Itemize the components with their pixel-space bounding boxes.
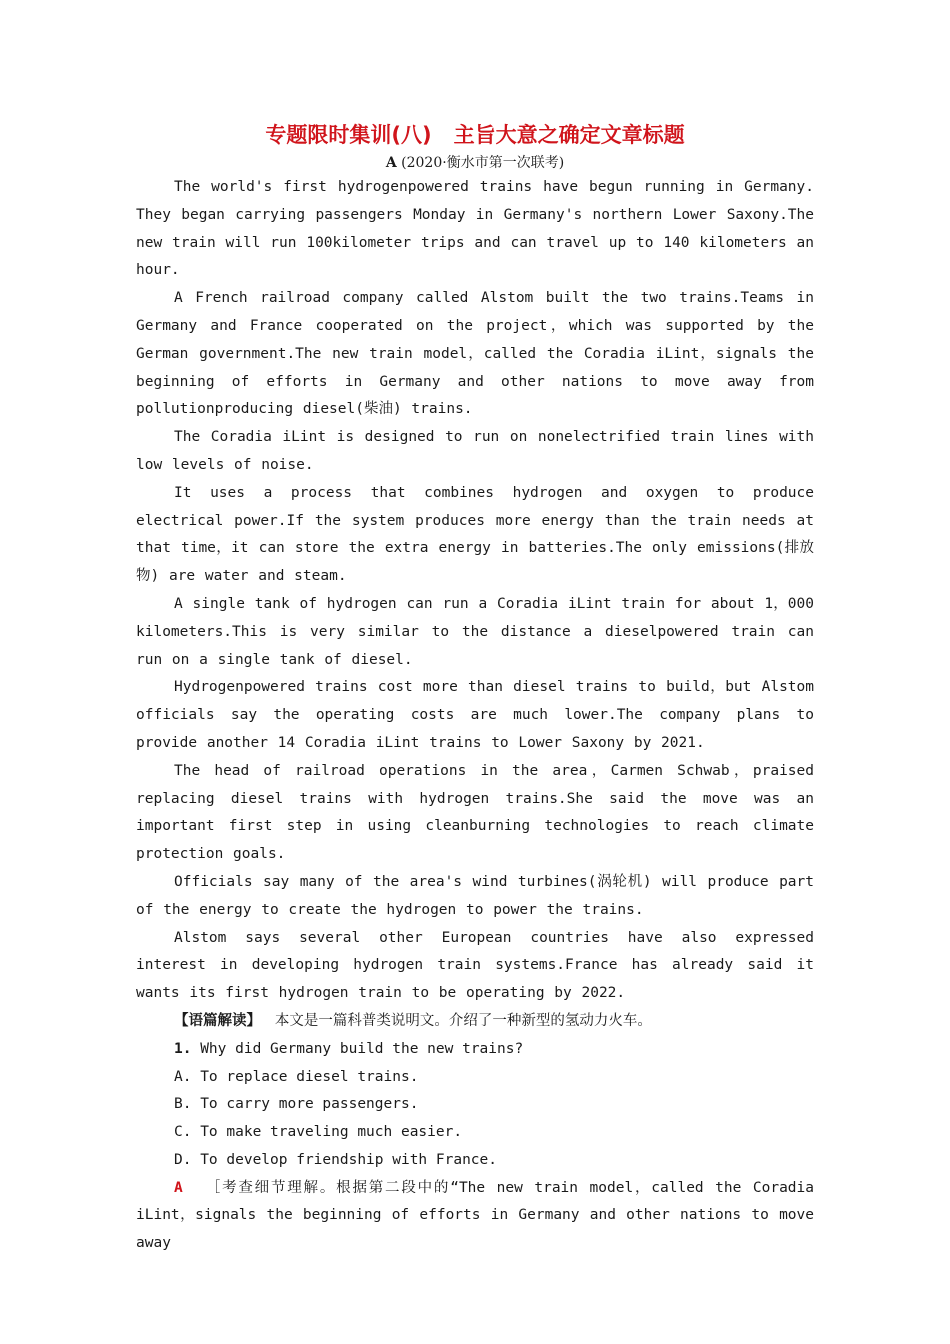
question-1-text: Why did Germany build the new trains?	[200, 1040, 524, 1057]
title-part-1: 专题限时集训(八)	[265, 123, 432, 147]
question-1-option-d: D. To develop friendship with France.	[174, 1151, 498, 1168]
document-page	[136, 118, 814, 1258]
section-source: (2020·衡水市第一次联考)	[401, 155, 565, 171]
section-label: A	[385, 155, 397, 171]
title-part-2: 主旨大意之确定文章标题	[453, 123, 685, 147]
passage-paragraph-6: Hydrogenpowered trains cost more than diesel trains to build，but Alstom officials say the operating costs are much lower.The company plans to provide another 14 Coradia iLint trains to Lower Saxony by 2021.	[136, 679, 814, 751]
analysis-line	[136, 1008, 814, 1036]
question-1-option-b: B. To carry more passengers.	[174, 1096, 419, 1113]
passage-paragraph-1: The world's first hydrogenpowered trains have begun running in Germany. They began carrying passengers Monday in Germany's northern Lower Saxony.The new train will run 100kilometer trips and can travel up to 140 kilometers an hour.	[136, 179, 814, 279]
analysis-text: 本文是一篇科普类说明文。介绍了一种新型的氢动力火车。	[274, 1012, 652, 1029]
passage-paragraph-9: Alstom says several other European countries have also expressed interest in developing hydrogen train systems.France has already said it wants its first hydrogen train to be operating by 2022.	[136, 929, 814, 1002]
document-title	[136, 118, 814, 152]
passage-paragraph-7: The head of railroad operations in the area，Carmen Schwab，praised replacing diesel trains with hydrogen trains.She said the move was an important first step in using cleanburning technologies to reach climate protection goals.	[136, 762, 814, 863]
analysis-label: 【语篇解读】	[174, 1012, 261, 1029]
answer-explanation: ［考查细节理解。根据第二段中的“The new train model，called the Coradia iLint，signals the beginning of efforts in Germany and other nations to move away	[136, 1179, 814, 1252]
question-1-option-c: C. To make traveling much easier.	[174, 1124, 463, 1141]
passage-paragraph-8: Officials say many of the area's wind turbines(涡轮机) will produce part of the energy to create the hydrogen to power the trains.	[136, 873, 814, 918]
answer-letter: A	[174, 1179, 183, 1196]
passage-paragraph-2: A French railroad company called Alstom built the two trains.Teams in Germany and France cooperated on the project，which was supported by the German government.The new train model，called the Coradia iLint，signals the beginning of efforts in Germany and other nations to move away from pollutionproducing diesel(柴油) trains.	[136, 290, 814, 418]
question-1-stem	[136, 1036, 814, 1064]
passage-paragraph-3: The Coradia iLint is designed to run on nonelectrified train lines with low levels of noise.	[136, 429, 814, 473]
question-1-number: 1.	[174, 1040, 192, 1057]
passage-paragraph-4: It uses a process that combines hydrogen and oxygen to produce electrical power.If the system produces more energy than the train needs at that time，it can store the extra energy in batteries.The only emissions(排放物) are water and steam.	[136, 484, 814, 585]
question-1-option-a: A. To replace diesel trains.	[174, 1068, 419, 1085]
passage-paragraph-5: A single tank of hydrogen can run a Coradia iLint train for about 1，000 kilometers.This is very similar to the distance a dieselpowered train can run on a single tank of diesel.	[136, 595, 814, 668]
question-1-answer	[136, 1175, 814, 1258]
section-subtitle	[136, 152, 814, 174]
